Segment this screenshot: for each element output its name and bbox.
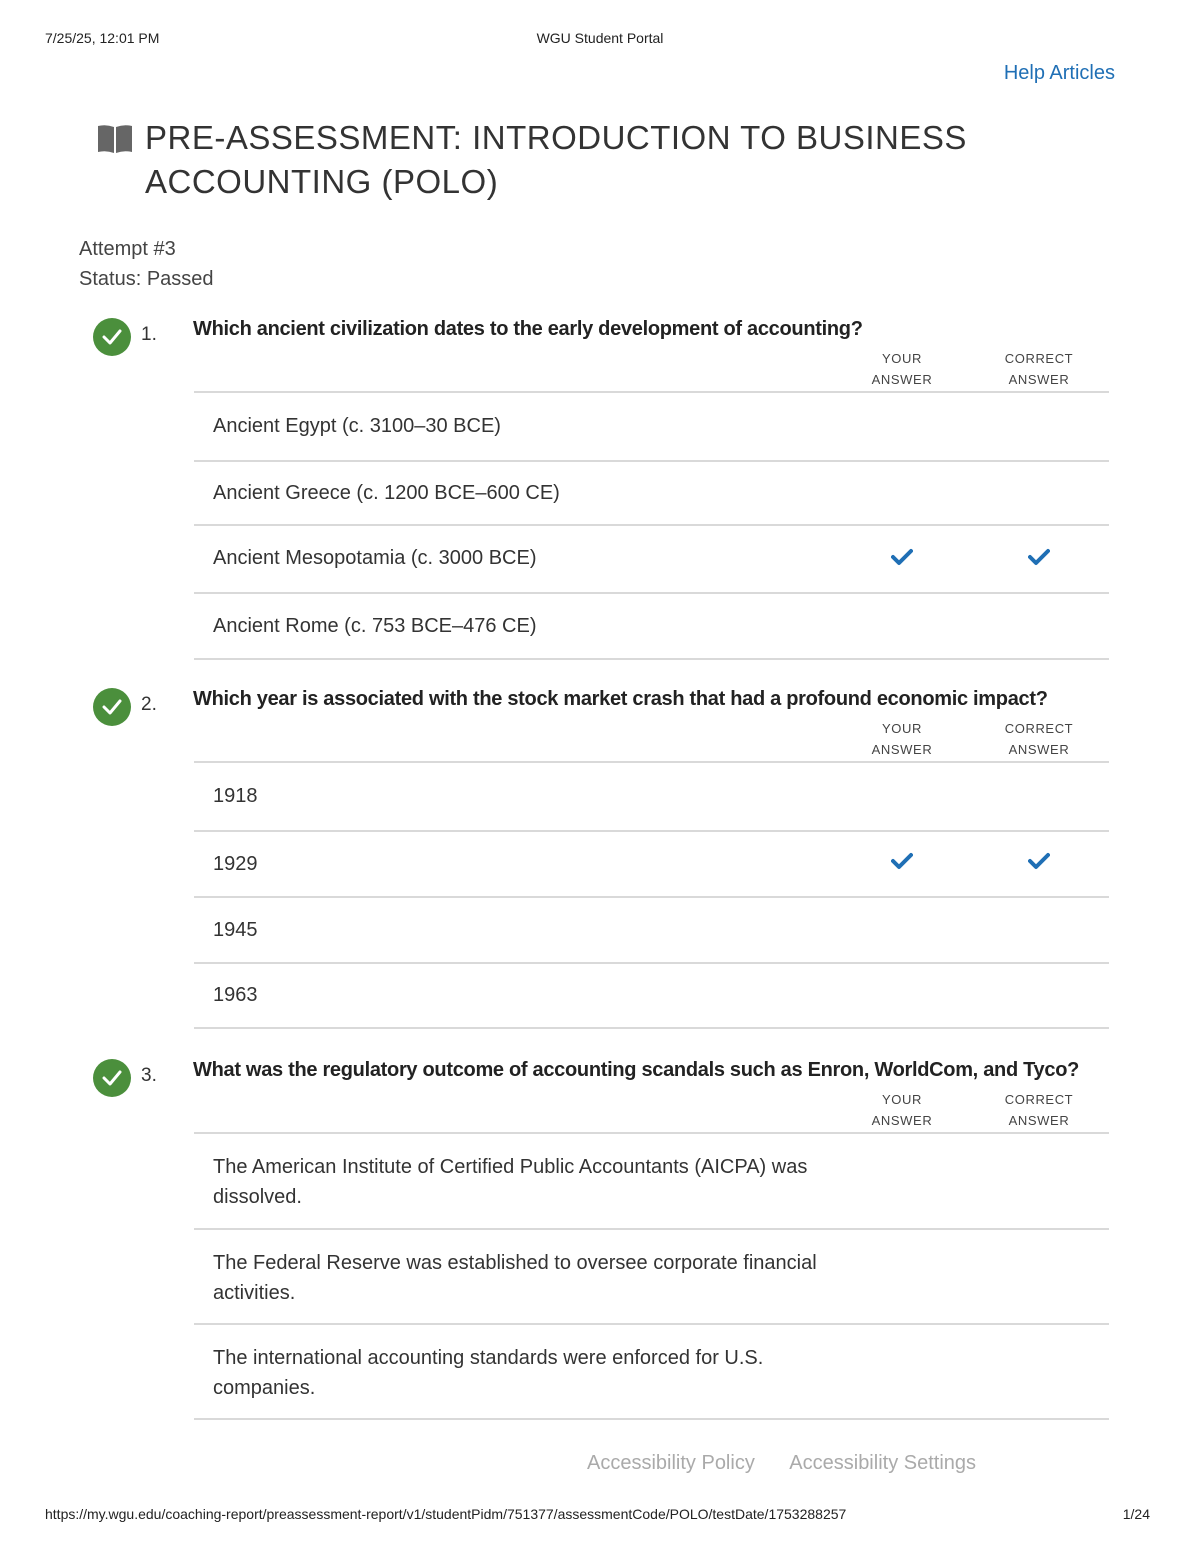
- correct-answer-check-icon: [1028, 852, 1050, 870]
- print-footer: [45, 1506, 1155, 1526]
- book-icon: [97, 124, 133, 154]
- answer-option: Ancient Egypt (c. 3100–30 BCE): [194, 393, 1109, 462]
- print-header: [45, 30, 1155, 50]
- footer-links: [587, 1452, 1006, 1475]
- your-answer-check-icon: [891, 852, 913, 870]
- page-title: [97, 116, 997, 204]
- attempt-status: Status: Passed: [79, 268, 214, 290]
- help-articles-link[interactable]: Help Articles: [1003, 62, 1115, 84]
- answer-options: [194, 391, 1109, 660]
- question-text: What was the regulatory outcome of accounting scandals such as Enron, WorldCom, and Tyco?: [193, 1059, 1080, 1081]
- answer-option: Ancient Rome (c. 753 BCE–476 CE): [194, 594, 1109, 660]
- answer-options: [194, 761, 1109, 1029]
- question-2: [93, 688, 1109, 1030]
- answer-option: Ancient Greece (c. 1200 BCE–600 CE): [194, 462, 1109, 526]
- page-number: 1/24: [1122, 1506, 1150, 1522]
- answer-option: Ancient Mesopotamia (c. 3000 BCE): [194, 526, 1109, 594]
- question-number: 2.: [141, 694, 157, 715]
- answer-option: The American Institute of Certified Public Accountants (AICPA) was dissolved.: [194, 1134, 1109, 1230]
- print-datetime: 7/25/25, 12:01 PM: [45, 30, 160, 46]
- question-number: 3.: [141, 1065, 157, 1086]
- print-url: https://my.wgu.edu/coaching-report/preassessment-report/v1/studentPidm/751377/assessmentCode/POLO/testDate/1753288257: [45, 1506, 847, 1522]
- question-number: 1.: [141, 324, 157, 345]
- attempt-label: Attempt #3: [79, 238, 176, 260]
- answer-option: 1918: [194, 763, 1109, 832]
- question-1: [93, 318, 1109, 660]
- answer-option: The international accounting standards were enforced for U.S. companies.: [194, 1325, 1109, 1420]
- answer-option: 1929: [194, 832, 1109, 898]
- answer-option: 1945: [194, 898, 1109, 964]
- your-answer-header: YOUR ANSWER: [871, 351, 933, 387]
- check-circle-icon: [93, 318, 131, 356]
- check-circle-icon: [93, 688, 131, 726]
- page-title-text: PRE-ASSESSMENT: INTRODUCTION TO BUSINESS ACCOUNTING (POLO): [145, 119, 967, 200]
- print-title: WGU Student Portal: [536, 30, 664, 46]
- answer-options: [194, 1132, 1109, 1420]
- attempt-info: [79, 234, 214, 294]
- correct-answer-check-icon: [1028, 548, 1050, 566]
- accessibility-settings-link[interactable]: Accessibility Settings: [789, 1452, 977, 1474]
- answer-option: 1963: [194, 964, 1109, 1029]
- question-text: Which year is associated with the stock market crash that had a profound economic impact?: [193, 688, 1048, 710]
- your-answer-check-icon: [891, 548, 913, 566]
- correct-answer-header: CORRECT ANSWER: [1004, 351, 1074, 387]
- check-circle-icon: [93, 1059, 131, 1097]
- your-answer-header: YOUR ANSWER: [871, 721, 933, 757]
- your-answer-header: YOUR ANSWER: [871, 1092, 933, 1128]
- answer-option: The Federal Reserve was established to oversee corporate financial activities.: [194, 1230, 1109, 1325]
- correct-answer-header: CORRECT ANSWER: [1004, 1092, 1074, 1128]
- accessibility-policy-link[interactable]: Accessibility Policy: [587, 1452, 755, 1474]
- question-text: Which ancient civilization dates to the early development of accounting?: [193, 318, 863, 340]
- question-3: [93, 1059, 1109, 1423]
- correct-answer-header: CORRECT ANSWER: [1004, 721, 1074, 757]
